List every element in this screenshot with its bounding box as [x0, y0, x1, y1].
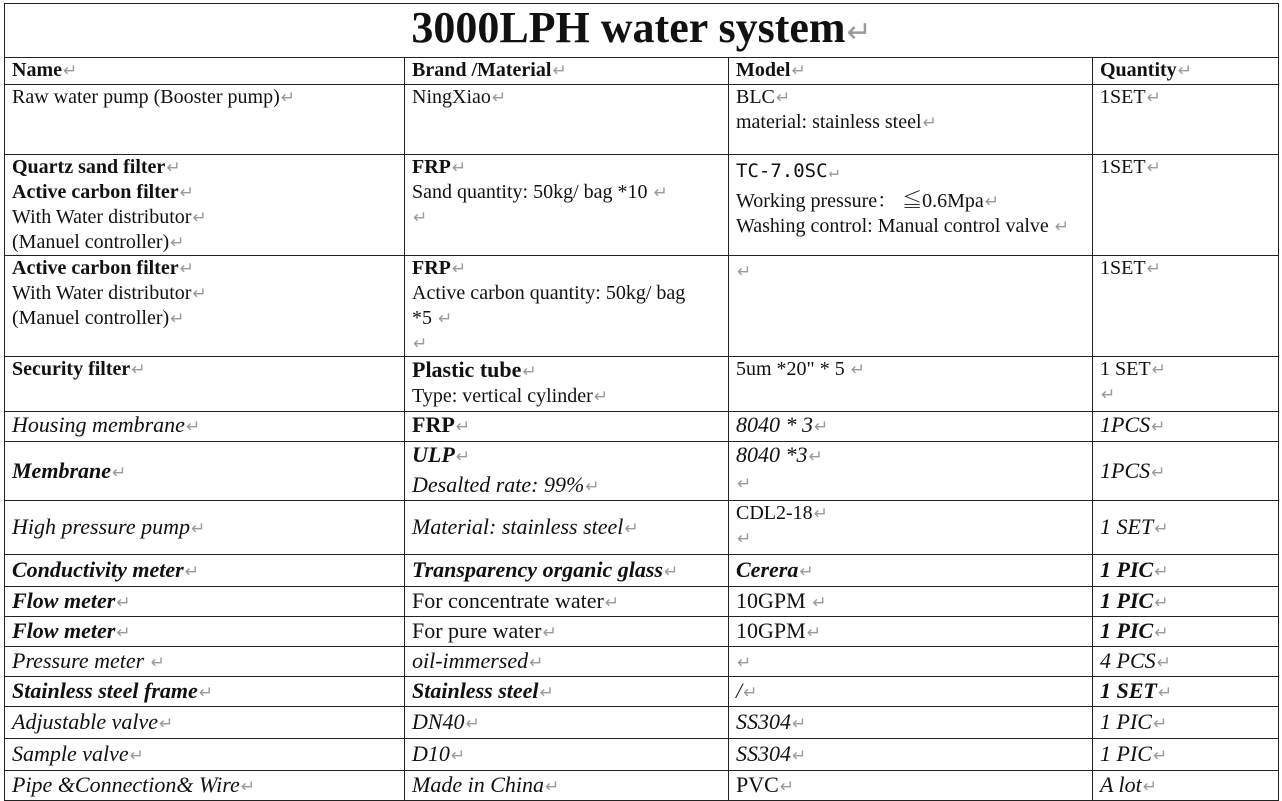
- cell-quantity: [1093, 587, 1279, 617]
- paragraph-mark-icon: ↵: [192, 284, 207, 303]
- paragraph-mark-icon: ↵: [192, 208, 207, 227]
- cell-text: 10GPM: [736, 618, 806, 643]
- cell-brand: [405, 155, 729, 256]
- paragraph-mark-icon: ↵: [529, 653, 544, 672]
- cell-line: [736, 159, 1085, 185]
- cell-line: [412, 384, 721, 409]
- paragraph-mark-icon: ↵: [1054, 217, 1070, 236]
- cell-text: 1SET: [1100, 257, 1146, 279]
- paragraph-mark-icon: ↵: [150, 653, 165, 672]
- cell-text: Sample valve: [12, 741, 129, 766]
- paragraph-mark-icon: ↵: [1101, 385, 1116, 404]
- paragraph-mark-icon: ↵: [593, 387, 608, 406]
- cell-line: [12, 357, 397, 382]
- cell-text: Made in China: [412, 772, 544, 797]
- paragraph-mark-icon: ↵: [1146, 259, 1161, 278]
- cell-name: [5, 647, 405, 677]
- paragraph-mark-icon: ↵: [522, 362, 537, 381]
- cell-quantity: [1093, 256, 1279, 357]
- table-row: [5, 771, 1279, 801]
- paragraph-mark-icon: ↵: [116, 623, 131, 642]
- cell-line: [12, 256, 397, 281]
- paragraph-mark-icon: ↵: [159, 714, 174, 733]
- cell-brand: [405, 771, 729, 801]
- paragraph-mark-icon: ↵: [491, 88, 507, 107]
- cell-text: Working pressure： ≦0.6Mpa: [736, 190, 984, 212]
- cell-model: [729, 155, 1093, 256]
- cell-line: [412, 331, 721, 356]
- cell-text: FRP: [412, 156, 451, 178]
- cell-quantity: [1093, 739, 1279, 771]
- cell-line: [412, 357, 721, 384]
- cell-model: [729, 771, 1093, 801]
- paragraph-mark-icon: ↵: [552, 61, 567, 80]
- cell-brand: [405, 501, 729, 555]
- cell-model: [729, 677, 1093, 707]
- cell-line: [1100, 256, 1271, 281]
- paragraph-mark-icon: ↵: [1154, 593, 1169, 612]
- cell-text: FRP: [412, 412, 455, 437]
- paragraph-mark-icon: ↵: [775, 88, 791, 107]
- paragraph-mark-icon: ↵: [663, 562, 679, 581]
- cell-line: [412, 281, 721, 306]
- cell-text: 1 PIC: [1100, 741, 1152, 766]
- cell-quantity: [1093, 155, 1279, 256]
- paragraph-mark-icon: ↵: [131, 360, 146, 379]
- paragraph-mark-icon: ↵: [179, 259, 194, 278]
- paragraph-mark-icon: ↵: [1154, 519, 1169, 538]
- cell-quantity: [1093, 442, 1279, 501]
- table-row: [5, 412, 1279, 442]
- cell-text: Housing membrane: [12, 412, 185, 437]
- cell-text: 4 PCS: [1100, 648, 1156, 673]
- cell-text: oil-immersed: [412, 648, 529, 673]
- paragraph-mark-icon: ↵: [1151, 462, 1166, 482]
- paragraph-mark-icon: ↵: [179, 183, 194, 202]
- cell-text: NingXiao: [412, 86, 491, 108]
- cell-text: 5um *20" * 5: [736, 358, 845, 380]
- cell-text: SS304: [736, 709, 791, 734]
- cell-model: [729, 357, 1093, 412]
- paragraph-mark-icon: ↵: [922, 113, 937, 132]
- paragraph-mark-icon: ↵: [1154, 562, 1169, 581]
- paragraph-mark-icon: ↵: [828, 162, 839, 182]
- cell-text: Active carbon filter: [12, 257, 179, 279]
- cell-quantity: [1093, 412, 1279, 442]
- table-row: [5, 555, 1279, 587]
- paragraph-mark-icon: ↵: [1177, 61, 1192, 80]
- paragraph-mark-icon: ↵: [1152, 714, 1168, 733]
- cell-line: [412, 256, 721, 281]
- cell-line: [736, 110, 1085, 135]
- equipment-table: [4, 3, 1279, 801]
- table-row: [5, 256, 1279, 357]
- paragraph-mark-icon: ↵: [1151, 360, 1166, 379]
- cell-text: 1SET: [1100, 156, 1146, 178]
- cell-text: Quantity: [1100, 59, 1177, 81]
- cell-text: ULP: [412, 442, 455, 467]
- cell-line: [736, 189, 1085, 214]
- cell-text: *5: [412, 307, 432, 329]
- cell-text: D10: [412, 741, 450, 766]
- cell-text: Active carbon quantity: 50kg/ bag: [412, 282, 686, 304]
- cell-text: For pure water: [412, 618, 542, 643]
- cell-text: Membrane: [12, 457, 111, 483]
- cell-quantity: [1093, 555, 1279, 587]
- paragraph-mark-icon: ↵: [1146, 158, 1161, 177]
- cell-text: 1 PIC: [1100, 709, 1152, 734]
- cell-name: [5, 677, 405, 707]
- paragraph-mark-icon: ↵: [545, 777, 560, 796]
- cell-line: [12, 281, 397, 306]
- paragraph-mark-icon: ↵: [737, 529, 752, 548]
- cell-brand: [405, 256, 729, 357]
- cell-text: 8040 * 3: [736, 412, 813, 437]
- cell-text: 8040 *3: [736, 442, 808, 467]
- paragraph-mark-icon: ↵: [185, 417, 201, 436]
- cell-model: [729, 85, 1093, 155]
- cell-quantity: [1093, 617, 1279, 647]
- paragraph-mark-icon: ↵: [779, 777, 795, 796]
- paragraph-mark-icon: ↵: [792, 746, 807, 765]
- cell-name: [5, 412, 405, 442]
- cell-text: 1 SET: [1100, 678, 1157, 703]
- cell-text: Cerera: [736, 557, 799, 582]
- cell-text: Pipe &Connection& Wire: [12, 772, 240, 797]
- table-row: [5, 587, 1279, 617]
- cell-brand: [405, 739, 729, 771]
- cell-line: [1100, 85, 1271, 110]
- cell-name: [5, 155, 405, 256]
- cell-brand: [405, 442, 729, 501]
- paragraph-mark-icon: ↵: [1156, 653, 1171, 672]
- header-name: [5, 58, 405, 85]
- cell-text: Security filter: [12, 358, 131, 380]
- table-row: [5, 739, 1279, 771]
- paragraph-mark-icon: ↵: [184, 562, 199, 581]
- paragraph-mark-icon: ↵: [451, 259, 467, 278]
- paragraph-mark-icon: ↵: [166, 158, 181, 177]
- title-row: [5, 4, 1279, 58]
- cell-text: Pressure meter: [12, 648, 145, 673]
- header-row: [5, 58, 1279, 85]
- cell-text: Plastic tube: [412, 357, 522, 382]
- table-row: [5, 442, 1279, 501]
- header-model: [729, 58, 1093, 85]
- cell-text: Quartz sand filter: [12, 156, 166, 178]
- cell-model: [729, 617, 1093, 647]
- paragraph-mark-icon: ↵: [539, 683, 554, 702]
- cell-brand: [405, 707, 729, 739]
- cell-model: [729, 555, 1093, 587]
- paragraph-mark-icon: ↵: [653, 183, 668, 202]
- cell-text: PVC: [736, 772, 779, 797]
- paragraph-mark-icon: ↵: [438, 309, 453, 328]
- cell-text: Conductivity meter: [12, 557, 184, 582]
- cell-line: [412, 180, 721, 205]
- cell-text: BLC: [736, 86, 775, 108]
- paragraph-mark-icon: ↵: [984, 192, 1000, 211]
- table-row: [5, 707, 1279, 739]
- paragraph-mark-icon: ↵: [116, 593, 131, 612]
- cell-line: [12, 85, 397, 110]
- paragraph-mark-icon: ↵: [112, 462, 127, 482]
- table-row: [5, 155, 1279, 256]
- cell-line: [412, 306, 721, 331]
- cell-quantity: [1093, 677, 1279, 707]
- cell-quantity: [1093, 647, 1279, 677]
- paragraph-mark-icon: ↵: [813, 504, 828, 523]
- cell-text: Name: [12, 59, 62, 81]
- cell-quantity: [1093, 85, 1279, 155]
- cell-text: Transparency organic glass: [412, 557, 663, 582]
- cell-line: [736, 357, 1085, 382]
- paragraph-mark-icon: ↵: [450, 746, 466, 765]
- cell-text: 1 PIC: [1100, 588, 1154, 613]
- cell-brand: [405, 617, 729, 647]
- table-row: [5, 647, 1279, 677]
- cell-model: [729, 412, 1093, 442]
- cell-name: [5, 771, 405, 801]
- paragraph-mark-icon: ↵: [198, 683, 214, 702]
- cell-brand: [405, 85, 729, 155]
- cell-name: [5, 501, 405, 555]
- cell-text: Type: vertical cylinder: [412, 385, 593, 407]
- paragraph-mark-icon: ↵: [850, 360, 865, 379]
- cell-line: [412, 155, 721, 180]
- cell-text: 10GPM: [736, 588, 806, 613]
- cell-text: Flow meter: [12, 618, 116, 643]
- cell-text: Adjustable valve: [12, 709, 159, 734]
- paragraph-mark-icon: ↵: [737, 262, 752, 281]
- cell-text: FRP: [412, 257, 451, 279]
- paragraph-mark-icon: ↵: [465, 714, 480, 733]
- cell-text: A lot: [1100, 772, 1142, 797]
- cell-name: [5, 256, 405, 357]
- cell-name: [5, 85, 405, 155]
- table-row: [5, 85, 1279, 155]
- paragraph-mark-icon: ↵: [191, 519, 206, 538]
- cell-line: [412, 472, 721, 499]
- cell-text: Washing control: Manual control valve: [736, 215, 1049, 237]
- paragraph-mark-icon: ↵: [624, 519, 639, 538]
- paragraph-mark-icon: ↵: [1152, 746, 1168, 765]
- cell-name: [5, 442, 405, 501]
- cell-quantity: [1093, 357, 1279, 412]
- cell-line: [736, 259, 1085, 284]
- cell-text: /: [736, 678, 743, 703]
- cell-line: [1100, 382, 1271, 407]
- cell-text: For concentrate water: [412, 588, 604, 613]
- cell-brand: [405, 357, 729, 412]
- cell-text: Model: [736, 59, 791, 81]
- paragraph-mark-icon: ↵: [1146, 88, 1161, 107]
- paragraph-mark-icon: ↵: [791, 61, 806, 80]
- cell-line: [12, 205, 397, 230]
- cell-text: CDL2-18: [736, 502, 813, 524]
- cell-name: [5, 739, 405, 771]
- paragraph-mark-icon: ↵: [455, 447, 471, 466]
- paragraph-mark-icon: ↵: [808, 447, 823, 466]
- cell-model: [729, 256, 1093, 357]
- cell-name: [5, 587, 405, 617]
- paragraph-mark-icon: ↵: [542, 623, 557, 642]
- cell-name: [5, 707, 405, 739]
- cell-line: [12, 306, 397, 331]
- paragraph-mark-icon: ↵: [812, 593, 827, 612]
- cell-text: 1PCS: [1100, 412, 1151, 437]
- paragraph-mark-icon: ↵: [585, 477, 600, 496]
- cell-quantity: [1093, 771, 1279, 801]
- paragraph-mark-icon: ↵: [170, 233, 185, 252]
- cell-text: Flow meter: [12, 588, 116, 613]
- cell-text: With Water distributor: [12, 206, 192, 228]
- cell-text: Sand quantity: 50kg/ bag *10: [412, 181, 648, 203]
- cell-text: SS304: [736, 741, 791, 766]
- cell-text: 1 PIC: [1100, 618, 1154, 643]
- paragraph-mark-icon: ↵: [240, 777, 255, 796]
- cell-line: [736, 526, 1085, 551]
- paragraph-mark-icon: ↵: [170, 309, 185, 328]
- cell-brand: [405, 587, 729, 617]
- table-row: [5, 677, 1279, 707]
- cell-text: Active carbon filter: [12, 181, 179, 203]
- cell-text: Stainless steel: [412, 678, 539, 703]
- cell-model: [729, 587, 1093, 617]
- paragraph-mark-icon: ↵: [62, 61, 78, 80]
- table-row: [5, 501, 1279, 555]
- paragraph-mark-icon: ↵: [604, 593, 620, 612]
- cell-text: material: stainless steel: [736, 111, 922, 133]
- paragraph-mark-icon: ↵: [806, 623, 821, 642]
- cell-model: [729, 501, 1093, 555]
- cell-line: [736, 442, 1085, 469]
- cell-text: Raw water pump (Booster pump): [12, 86, 280, 108]
- paragraph-mark-icon: ↵: [1142, 777, 1158, 796]
- cell-model: [729, 442, 1093, 501]
- paragraph-mark-icon: ↵: [799, 562, 814, 581]
- paragraph-mark-icon: ↵: [743, 683, 758, 702]
- cell-text: 1PCS: [1100, 457, 1151, 483]
- spec-sheet: [4, 3, 1278, 801]
- cell-name: [5, 617, 405, 647]
- cell-brand: [405, 677, 729, 707]
- cell-text: 1 PIC: [1100, 557, 1154, 582]
- cell-line: [1100, 357, 1271, 382]
- cell-line: [12, 155, 397, 180]
- paragraph-mark-icon: ↵: [737, 653, 752, 672]
- cell-quantity: [1093, 707, 1279, 739]
- cell-brand: [405, 412, 729, 442]
- table-title: 3000LPH water system: [411, 3, 846, 52]
- cell-line: [736, 214, 1085, 239]
- cell-line: [12, 230, 397, 255]
- paragraph-mark-icon: ↵: [814, 417, 829, 436]
- paragraph-mark-icon: ↵: [1151, 417, 1166, 436]
- cell-model: [729, 707, 1093, 739]
- cell-text: DN40: [412, 709, 465, 734]
- table-row: [5, 617, 1279, 647]
- cell-text: (Manuel controller): [12, 307, 170, 329]
- cell-text: 1 SET: [1100, 358, 1151, 380]
- paragraph-mark-icon: ↵: [1154, 623, 1169, 642]
- cell-text: With Water distributor: [12, 282, 192, 304]
- header-brand: [405, 58, 729, 85]
- paragraph-mark-icon: ↵: [455, 417, 471, 436]
- table-title-cell: [5, 4, 1279, 58]
- cell-text: TC-7.0SC: [736, 160, 828, 182]
- cell-text: Stainless steel frame: [12, 678, 198, 703]
- cell-text: Material: stainless steel: [412, 514, 624, 539]
- header-quantity: [1093, 58, 1279, 85]
- cell-line: [12, 180, 397, 205]
- cell-text: Desalted rate: 99%: [412, 472, 585, 497]
- paragraph-mark-icon: ↵: [280, 88, 295, 107]
- cell-quantity: [1093, 501, 1279, 555]
- cell-line: [1100, 155, 1271, 180]
- cell-line: [736, 85, 1085, 110]
- paragraph-mark-icon: ↵: [846, 16, 872, 49]
- cell-text: 1SET: [1100, 86, 1146, 108]
- paragraph-mark-icon: ↵: [737, 474, 752, 493]
- cell-text: Brand /Material: [412, 59, 552, 81]
- cell-model: [729, 739, 1093, 771]
- paragraph-mark-icon: ↵: [413, 208, 428, 227]
- cell-line: [412, 205, 721, 230]
- cell-line: [736, 469, 1085, 496]
- cell-text: 1 SET: [1100, 514, 1154, 539]
- cell-line: [412, 442, 721, 469]
- cell-brand: [405, 555, 729, 587]
- table-row: [5, 357, 1279, 412]
- paragraph-mark-icon: ↵: [1157, 683, 1173, 702]
- cell-model: [729, 647, 1093, 677]
- cell-line: [736, 501, 1085, 526]
- cell-text: (Manuel controller): [12, 231, 170, 253]
- paragraph-mark-icon: ↵: [792, 714, 807, 733]
- cell-brand: [405, 647, 729, 677]
- paragraph-mark-icon: ↵: [129, 746, 144, 765]
- paragraph-mark-icon: ↵: [413, 334, 428, 353]
- cell-line: [412, 85, 721, 110]
- cell-name: [5, 357, 405, 412]
- cell-name: [5, 555, 405, 587]
- cell-text: High pressure pump: [12, 514, 191, 539]
- paragraph-mark-icon: ↵: [451, 158, 467, 177]
